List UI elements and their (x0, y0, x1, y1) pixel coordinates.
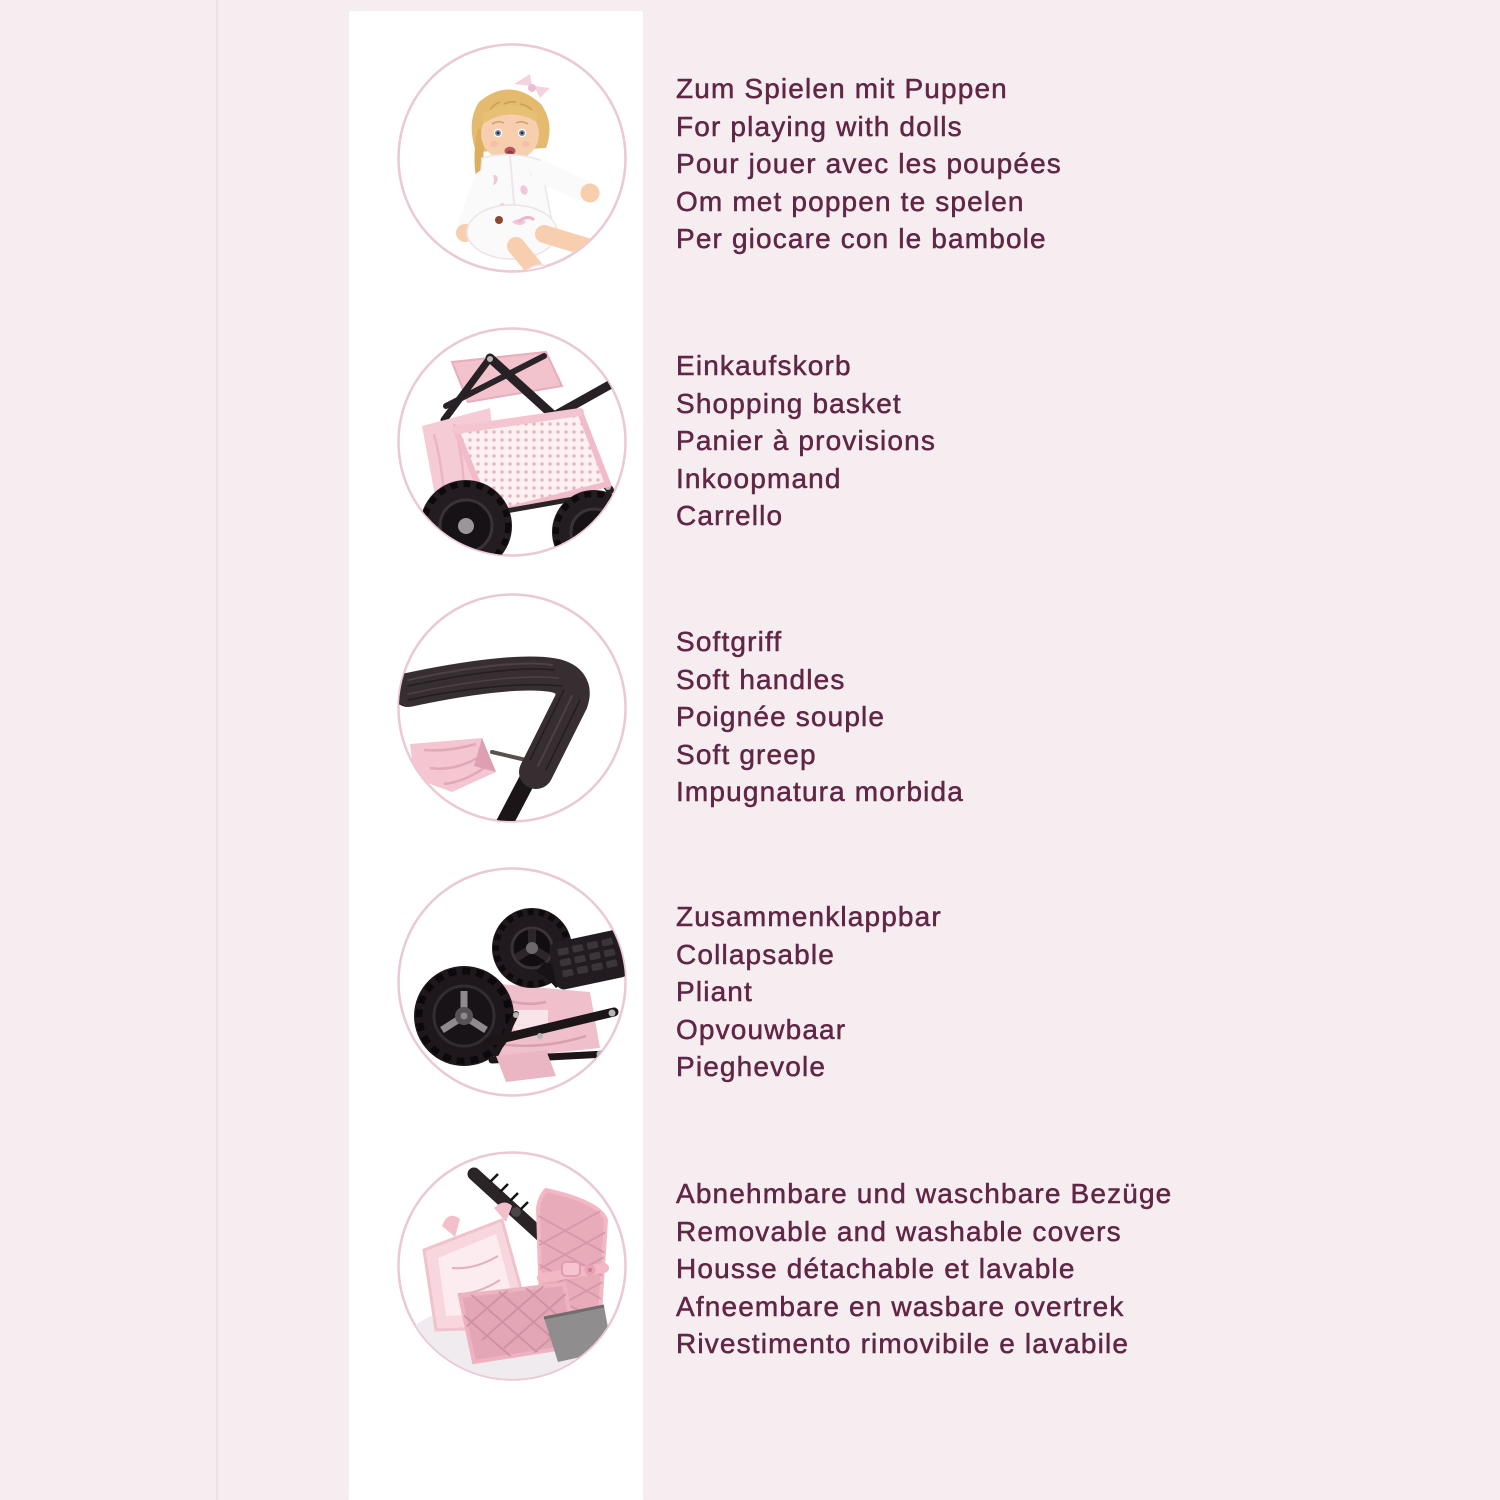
feature-line: Opvouwbaar (676, 1013, 847, 1045)
feature-line: Pliant (676, 976, 753, 1007)
feature-text-shopping-basket (676, 347, 936, 535)
feature-line: Panier à provisions (676, 425, 936, 456)
feature-image-soft-grip (394, 590, 630, 826)
feature-line: Shopping basket (676, 387, 902, 419)
feature-line: Softgriff (676, 626, 783, 657)
feature-line: Pieghevole (676, 1051, 827, 1082)
feature-line: Afneembare en wasbare overtrek (676, 1290, 1125, 1322)
feature-line: Soft handles (676, 663, 846, 695)
doll-photo (394, 40, 630, 276)
feature-image-folded-stroller (394, 864, 630, 1100)
feature-line: Removable and washable covers (676, 1215, 1122, 1247)
feature-image-play-with-dolls (394, 40, 630, 276)
feature-image-shopping-basket (394, 324, 630, 560)
feature-line: Pour jouer avec les poupées (676, 148, 1062, 179)
shopping-basket-photo (394, 324, 630, 560)
feature-line: Per giocare con le bambole (676, 223, 1047, 254)
feature-line: Zum Spielen mit Puppen (676, 73, 1008, 104)
feature-text-soft-grip (676, 623, 964, 811)
feature-line: Carrello (676, 500, 784, 531)
feature-line: Housse détachable et lavable (676, 1253, 1076, 1284)
feature-text-washable-covers (676, 1175, 1172, 1363)
feature-line: Rivestimento rimovibile e lavabile (676, 1328, 1130, 1359)
feature-line: Om met poppen te spelen (676, 185, 1025, 217)
feature-text-collapsable (676, 898, 942, 1086)
feature-text-play-with-dolls (676, 70, 1062, 258)
feature-line: Zusammenklappbar (676, 901, 942, 932)
feature-line: Impugnatura morbida (676, 776, 965, 807)
feature-line: Inkoopmand (676, 462, 842, 494)
feature-image-washable-covers (394, 1148, 630, 1384)
folded-stroller-photo (394, 864, 630, 1100)
feature-line: For playing with dolls (676, 110, 963, 142)
feature-line: Soft greep (676, 738, 817, 770)
feature-line: Collapsable (676, 938, 835, 970)
feature-line: Einkaufskorb (676, 350, 852, 381)
background-seam (216, 0, 218, 1500)
feature-line: Poignée souple (676, 701, 886, 732)
soft-grip-photo (394, 590, 630, 826)
covers-photo (394, 1148, 630, 1384)
feature-line: Abnehmbare und waschbare Bezüge (676, 1178, 1173, 1209)
